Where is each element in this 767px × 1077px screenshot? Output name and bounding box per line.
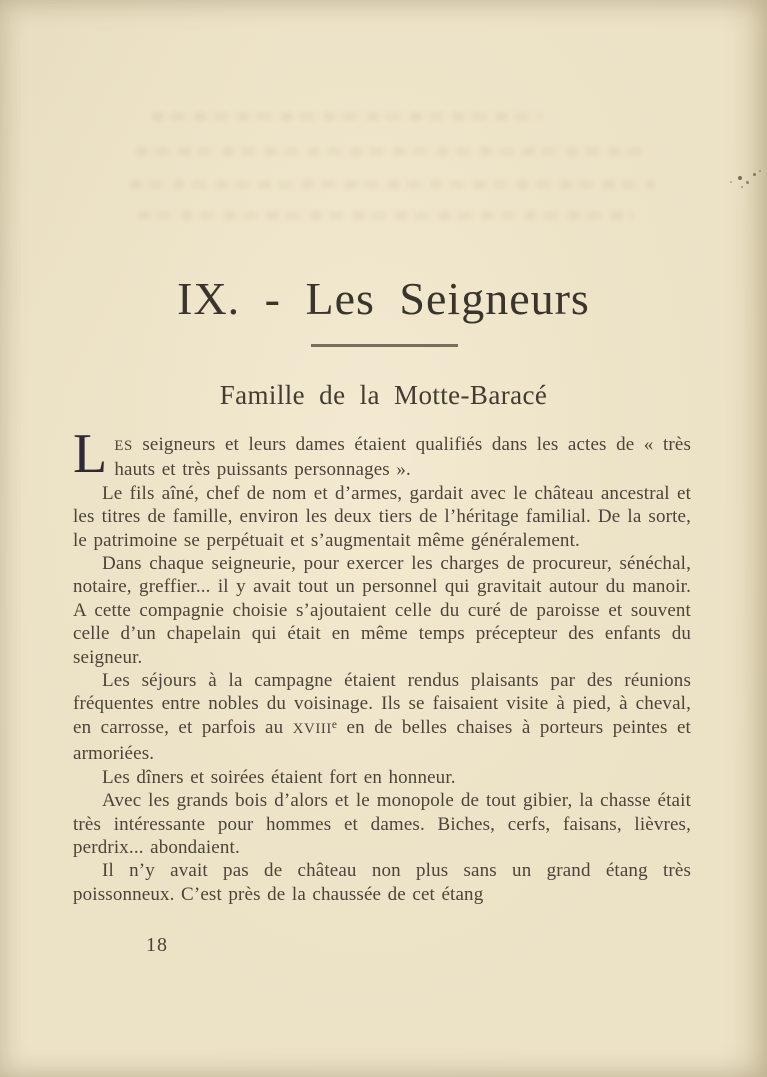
body-paragraphs	[73, 423, 691, 906]
text-segment: ES	[114, 438, 133, 454]
text-segment: Il n’y avait pas de château non plus sans un grand étang très poissonneux. C’est près de la chaussée de cet étang	[73, 860, 691, 905]
chapter-title: IX. - Les Seigneurs	[177, 273, 590, 324]
show-through-line	[152, 112, 542, 121]
show-through-text	[130, 112, 675, 220]
text-segment: Les dîners et soirées étaient fort en honneur.	[102, 766, 456, 788]
text-segment: Les séjours à la campagne étaient rendus plaisants par des réunions fréquentes entre nobles du voisinage. Ils se faisaient visite à pied, à cheval, en carrosse, et parfois au	[73, 670, 691, 738]
text-segment: XVIII	[292, 720, 332, 737]
section-heading: Famille de la Motte-Baracé	[219, 380, 548, 410]
text-segment: Dans chaque seigneurie, pour exercer les charges de procureur, sénéchal, notaire, greffier... il y avait tout un personnel qui gravitait autour du manoir. A cette compagnie choisie s’ajoutaient celle du curé de paroisse et souvent celle d’un chapelain qui était en même temps précepteur des enfants du seigneur.	[73, 553, 691, 668]
show-through-line	[130, 180, 655, 189]
paragraph	[73, 552, 691, 669]
text-segment: Avec les grands bois d’alors et le monopole de tout gibier, la chasse était très intéressante pour hommes et dames. Biches, cerfs, faisans, lièvres, perdrix... abondaient.	[73, 790, 691, 858]
ink-speck	[738, 176, 742, 180]
show-through-line	[136, 147, 646, 156]
ink-speck	[759, 170, 761, 172]
text-segment: en de belles chaises à porteurs peintes et armoriées.	[73, 716, 691, 765]
ink-speck	[730, 181, 732, 183]
ink-speck	[741, 186, 743, 188]
paragraph	[73, 766, 691, 789]
paragraph	[73, 482, 691, 552]
paragraph	[73, 669, 691, 766]
title-double-rule	[311, 344, 458, 347]
text-segment: seigneurs et leurs dames étaient qualifiés dans les actes de « très hauts et très puissants personnages ».	[114, 434, 691, 481]
text-segment: e	[331, 718, 338, 731]
text-segment: Le fils aîné, chef de nom et d’armes, gardait avec le château ancestral et les titres de famille, environ les deux tiers de l’héritage familial. De la sorte, le patrimoine se perpétuait et s’augmentait même généralement.	[73, 482, 691, 551]
paragraph	[73, 859, 691, 906]
paragraph	[73, 789, 691, 859]
paragraph	[73, 423, 691, 485]
dropcap-letter: L	[73, 423, 108, 485]
show-through-line	[138, 211, 633, 220]
page-number: 18	[146, 934, 168, 956]
ink-speck	[746, 181, 749, 184]
ink-speck	[753, 173, 756, 176]
